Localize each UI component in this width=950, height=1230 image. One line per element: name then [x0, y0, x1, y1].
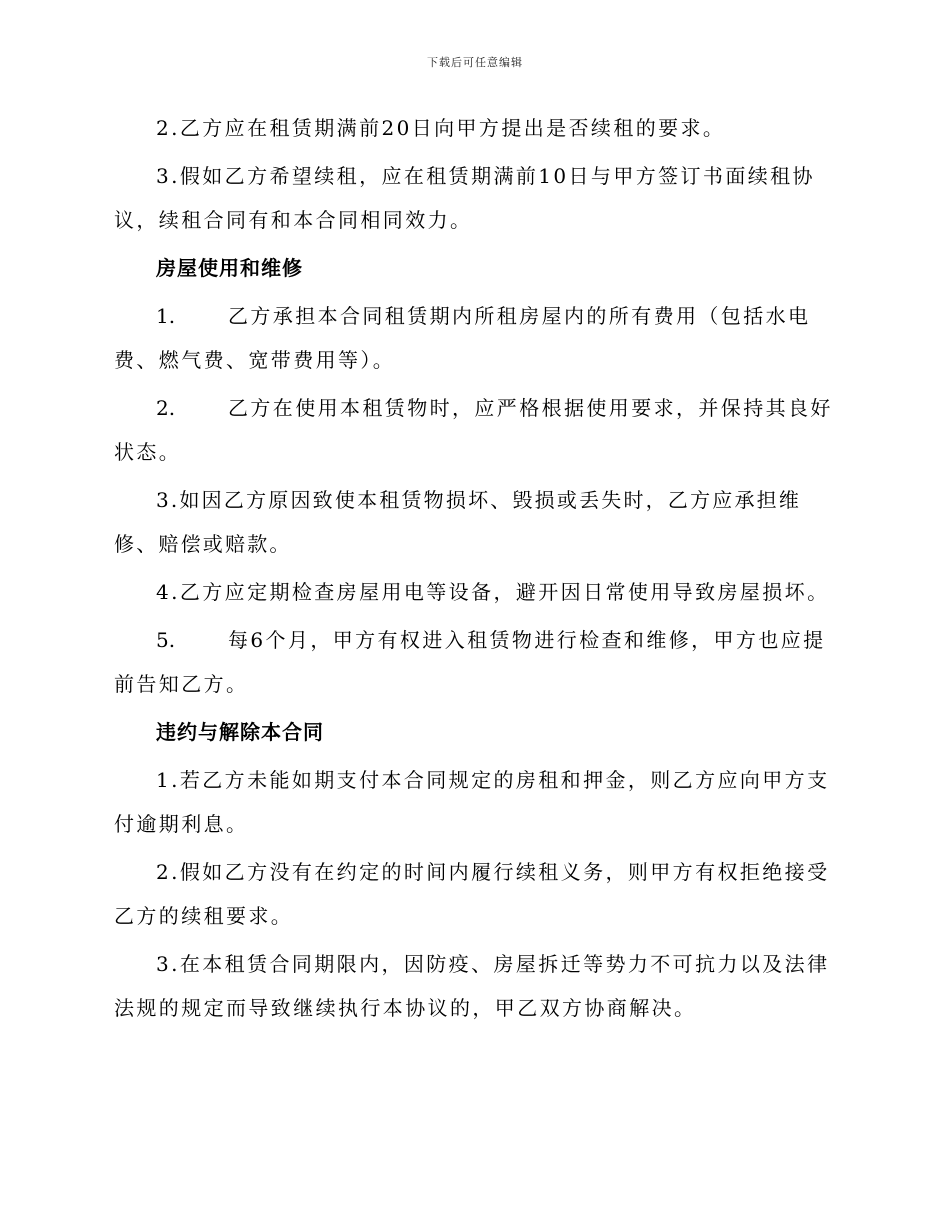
item-text: 乙方承担本合同租赁期内所租房屋内的所有费用（包括水电费、燃气费、宽带费用等）。	[114, 304, 811, 372]
paragraph-damage-liability: 3.如因乙方原因致使本租赁物损坏、毁损或丢失时，乙方应承担维修、赔偿或赔款。	[114, 488, 802, 556]
section-heading-use-and-repair: 房屋使用和维修	[156, 256, 303, 280]
numbered-item-periodic-inspection	[114, 618, 836, 706]
item-text: 乙方在使用本租赁物时，应严格根据使用要求，并保持其良好状态。	[114, 396, 833, 464]
item-number: 2.	[156, 396, 176, 420]
paragraph-renewal-request: 2.乙方应在租赁期满前20日向甲方提出是否续租的要求。	[156, 116, 726, 140]
paragraph-renewal-refusal: 2.假如乙方没有在约定的时间内履行续租义务，则甲方有权拒绝接受乙方的续租要求。	[114, 860, 830, 928]
paragraph-force-majeure: 3.在本租赁合同期限内，因防疫、房屋拆迁等势力不可抗力以及法律法规的规定而导致继续执行本协议的，甲乙双方协商解决。	[114, 952, 830, 1020]
paragraph-late-payment: 1.若乙方未能如期支付本合同规定的房租和押金，则乙方应向甲方支付逾期利息。	[114, 768, 830, 836]
item-number: 1.	[156, 304, 176, 328]
paragraph-equipment-inspection: 4.乙方应定期检查房屋用电等设备，避开因日常使用导致房屋损坏。	[156, 580, 830, 604]
section-heading-breach-and-termination: 违约与解除本合同	[156, 720, 324, 744]
page-header-note: 下载后可任意编辑	[427, 56, 523, 69]
item-text: 每6个月，甲方有权进入租赁物进行检查和维修，甲方也应提前告知乙方。	[114, 628, 826, 696]
numbered-item-expenses	[114, 294, 836, 382]
numbered-item-proper-use	[114, 386, 836, 474]
item-number: 5.	[156, 628, 176, 652]
paragraph-renewal-agreement: 3.假如乙方希望续租，应在租赁期满前10日与甲方签订书面续租协议，续租合同有和本合同相同效力。	[114, 164, 815, 232]
document-body	[114, 106, 836, 1034]
